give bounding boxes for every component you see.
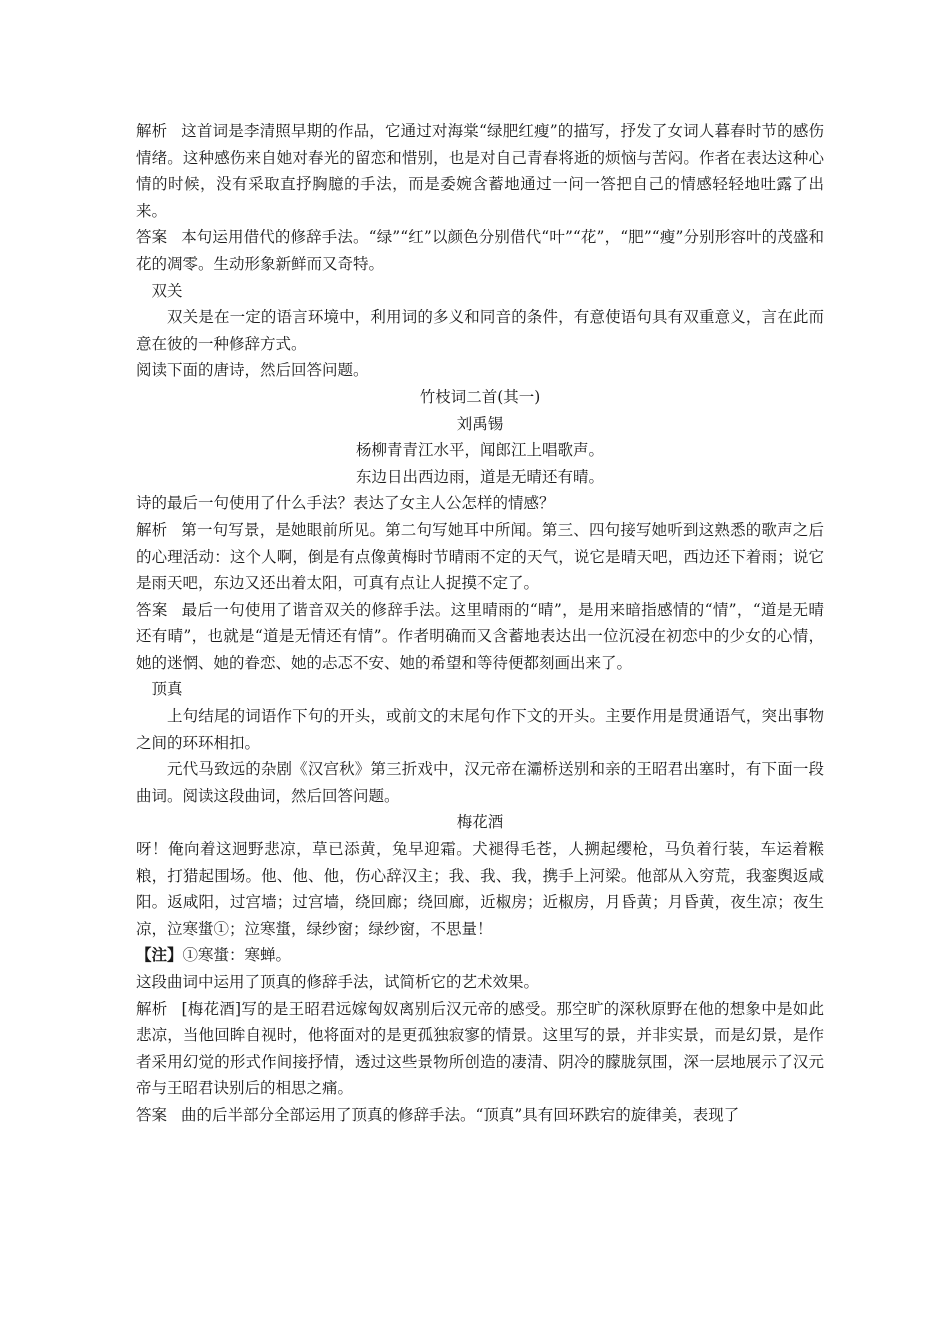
analysis-text: 这首词是李清照早期的作品，它通过对海棠“绿肥红瘦”的描写，抒发了女词人暮春时节的感伤情绪。这种感伤来自她对春光的留恋和惜别，也是对自己青春将逝的烦恼与苦闷。作者在表达这种心情的时候，没有采取直抒胸臆的手法，而是委婉含蓄地通过一问一答把自己的情感轻轻地吐露了出来。	[136, 122, 824, 220]
analysis-label: 解析	[136, 520, 168, 539]
poem-line-2: 东边日出西边雨，道是无晴还有晴。	[355, 467, 604, 486]
definition-shuangguan: 双关是在一定的语言环境中，利用词的多义和同音的条件，有意使语句具有双重意义，言在此而意在彼的一种修辞方式。	[136, 308, 824, 353]
definition-dingzhen: 上句结尾的词语作下句的开头，或前文的末尾句作下文的开头。主要作用是贯通语气，突出事物之间的环环相扣。	[136, 707, 824, 752]
qu-text: 呀！俺向着这迥野悲凉，草已添黄，兔早迎霜。犬褪得毛苍，人搠起缨枪，马负着行装，车运着糇粮，打猎起围场。他、他、他，伤心辞汉主；我、我、我，携手上河梁。他部从入穷荒，我銮舆返咸阳。返咸阳，过宫墙；过宫墙，绕回廊；绕回廊，近椒房；近椒房，月昏黄；月昏黄，夜生凉；夜生凉，泣寒螀①；泣寒螀，绿纱窗；绿纱窗，不思量！	[136, 840, 824, 938]
answer-paragraph-2	[136, 597, 824, 677]
answer-text: 曲的后半部分全部运用了顶真的修辞手法。“顶真”具有回环跌宕的旋律美，表现了	[180, 1105, 740, 1124]
poem-line-1: 杨柳青青江水平，闻郎江上唱歌声。	[355, 441, 604, 460]
answer-label: 答案	[136, 600, 168, 619]
answer-paragraph-3	[136, 1102, 824, 1129]
instruction-text: 阅读下面的唐诗，然后回答问题。	[136, 361, 369, 380]
note-text: ①寒螀：寒蝉。	[182, 946, 292, 965]
analysis-paragraph-2	[136, 517, 824, 597]
question-text-2: 这段曲词中运用了顶真的修辞手法，试简析它的艺术效果。	[136, 973, 540, 991]
note-label: 【注】	[136, 945, 183, 965]
poem-title: 竹枝词二首(其一)	[419, 387, 541, 406]
analysis-text: [梅花酒]写的是王昭君远嫁匈奴离别后汉元帝的感受。那空旷的深秋原野在他的想象中是如此悲凉，当他回眸自视时，他将面对的是更孤独寂寥的情景。这里写的景，并非实景，而是幻景，是作者采用幻觉的形式作间接抒情，透过这些景物所创造的凄清、阴冷的朦胧氛围，深一层地展示了汉元帝与王昭君诀别后的相思之痛。	[136, 999, 824, 1098]
intro-text: 元代马致远的杂剧《汉宫秋》第三折戏中，汉元帝在灞桥送别和亲的王昭君出塞时，有下面一段曲词。阅读这段曲词，然后回答问题。	[136, 760, 824, 805]
answer-text: 最后一句使用了谐音双关的修辞手法。这里晴雨的“晴”，是用来暗指感情的“情”，“道是无晴还有晴”，也就是“道是无情还有情”。作者明确而又含蓄地表达出一位沉浸在初恋中的少女的心情，她的迷惘、她的眷恋、她的忐忑不安、她的希望和等待便都刻画出来了。	[136, 600, 824, 672]
note-paragraph	[136, 942, 824, 969]
answer-text: 本句运用借代的修辞手法。“绿”“红”以颜色分别借代“叶”“花”，“肥”“瘦”分别形容叶的茂盛和花的凋零。生动形象新鲜而又奇特。	[136, 228, 824, 273]
analysis-paragraph-1	[136, 118, 824, 224]
document-page	[136, 118, 824, 1129]
analysis-paragraph-3	[136, 996, 824, 1102]
question-text-1: 诗的最后一句使用了什么手法？表达了女主人公怎样的情感？	[136, 494, 555, 513]
analysis-label: 解析	[136, 999, 168, 1018]
section-heading-shuangguan: 双关	[151, 281, 183, 300]
answer-label: 答案	[136, 228, 168, 247]
analysis-label: 解析	[136, 122, 168, 140]
qu-title: 梅花酒	[456, 813, 504, 832]
answer-label: 答案	[136, 1105, 168, 1124]
poem-author: 刘禹锡	[456, 414, 504, 433]
analysis-text: 第一句写景，是她眼前所见。第二句写她耳中所闻。第三、四句接写她听到这熟悉的歌声之后的心理活动：这个人啊，倒是有点像黄梅时节晴雨不定的天气，说它是晴天吧，西边还下着雨；说它是雨天吧，东边又还出着太阳，可真有点让人捉摸不定了。	[136, 520, 824, 593]
answer-paragraph-1	[136, 224, 824, 277]
section-heading-dingzhen: 顶真	[151, 680, 183, 699]
